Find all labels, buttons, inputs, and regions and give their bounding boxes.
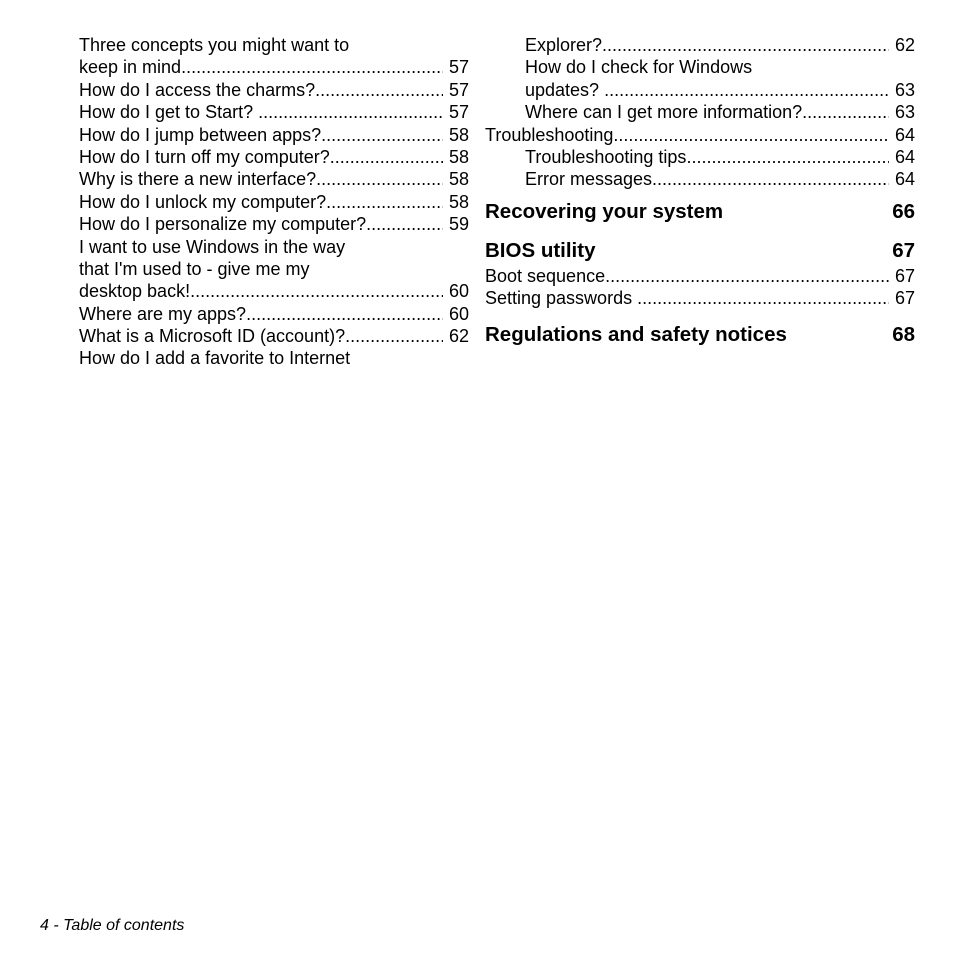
- toc-entry-access-charms[interactable]: How do I access the charms? ..... 57: [79, 79, 469, 101]
- toc-entry-keep-in-mind[interactable]: keep in mind ..... 57: [79, 56, 469, 78]
- toc-entry-windows-updates[interactable]: updates? ..... 63: [485, 79, 915, 101]
- toc-entry-setting-passwords[interactable]: Setting passwords ..... 67: [485, 287, 915, 309]
- page-number: 67: [894, 288, 915, 309]
- leader-dots: [613, 124, 889, 146]
- section-title: Regulations and safety notices: [485, 322, 787, 346]
- page-number: 68: [892, 322, 915, 346]
- toc-left-column: [79, 34, 469, 370]
- leader-dots: [330, 146, 443, 168]
- leader-dots: [637, 287, 889, 309]
- toc-entry-error-messages[interactable]: Error messages ..... 64: [485, 168, 915, 190]
- page-number: 64: [894, 169, 915, 190]
- leader-dots: [246, 303, 443, 325]
- toc-entry-explorer[interactable]: Explorer? ..... 62: [485, 34, 915, 56]
- page-number: 58: [448, 191, 469, 212]
- toc-section-regulations-safety[interactable]: [485, 323, 915, 347]
- page-number: 64: [894, 146, 915, 167]
- toc-line: that I'm used to - give me my: [79, 258, 310, 279]
- toc-right-column: [485, 34, 915, 347]
- toc-section-bios-utility[interactable]: [485, 239, 915, 263]
- toc-entry-personalize-computer[interactable]: How do I personalize my computer? ..... 59: [79, 213, 469, 235]
- page-number: 62: [894, 35, 915, 55]
- leader-dots: [345, 325, 443, 347]
- page-number: 57: [448, 79, 469, 100]
- section-title: Recovering your system: [485, 199, 724, 223]
- leader-dots: [181, 56, 443, 78]
- toc-entry-desktop-back[interactable]: desktop back! ..... 60: [79, 280, 469, 302]
- section-title: BIOS utility: [485, 238, 596, 262]
- page-number: 66: [892, 199, 915, 223]
- leader-dots: [605, 265, 889, 287]
- leader-dots: [321, 124, 443, 146]
- leader-dots: [802, 101, 889, 123]
- leader-dots: [686, 146, 889, 168]
- toc-entry-where-are-apps[interactable]: Where are my apps? ..... 60: [79, 303, 469, 325]
- leader-dots: [326, 191, 443, 213]
- page-number: 60: [448, 303, 469, 324]
- toc-entry-turn-off-computer[interactable]: How do I turn off my computer? ..... 58: [79, 146, 469, 168]
- page-number: 62: [448, 326, 469, 347]
- page-number: 59: [448, 214, 469, 235]
- page-number: 58: [448, 146, 469, 167]
- page-number: 63: [894, 102, 915, 123]
- toc-line: How do I check for Windows: [525, 57, 753, 78]
- leader-dots: [315, 79, 443, 101]
- toc-line: Three concepts you might want to: [79, 35, 350, 55]
- leader-dots: [258, 101, 443, 123]
- page-number: 58: [448, 124, 469, 145]
- toc-entry-get-to-start[interactable]: How do I get to Start? ..... 57: [79, 101, 469, 123]
- page-footer: 4 - Table of contents: [40, 917, 185, 934]
- leader-dots: [602, 34, 889, 56]
- toc-line: How do I add a favorite to Internet: [79, 348, 351, 369]
- toc-entry-more-information[interactable]: Where can I get more information? ..... 63: [485, 101, 915, 123]
- page-number: 64: [894, 124, 915, 145]
- leader-dots: [190, 280, 443, 302]
- page-number: 60: [448, 281, 469, 302]
- page-number: 58: [448, 169, 469, 190]
- leader-dots: [604, 79, 889, 101]
- toc-entry-troubleshooting[interactable]: Troubleshooting ..... 64: [485, 124, 915, 146]
- leader-dots: [652, 168, 889, 190]
- page-number: 57: [448, 102, 469, 123]
- leader-dots: [366, 213, 443, 235]
- page-number: 67: [892, 238, 915, 262]
- leader-dots: [316, 168, 443, 190]
- page-number: 67: [894, 265, 915, 286]
- page-number: 63: [894, 79, 915, 100]
- toc-entry-unlock-computer[interactable]: How do I unlock my computer? ..... 58: [79, 191, 469, 213]
- toc-entry-boot-sequence[interactable]: Boot sequence ..... 67: [485, 265, 915, 287]
- toc-entry-microsoft-id[interactable]: What is a Microsoft ID (account)? ..... 62: [79, 325, 469, 347]
- page-number: 57: [448, 57, 469, 78]
- toc-line: I want to use Windows in the way: [79, 236, 346, 257]
- toc-section-recovering-system[interactable]: [485, 200, 915, 224]
- toc-entry-troubleshooting-tips[interactable]: Troubleshooting tips ..... 64: [485, 146, 915, 168]
- toc-entry-new-interface[interactable]: Why is there a new interface? ..... 58: [79, 168, 469, 190]
- toc-entry-jump-between-apps[interactable]: How do I jump between apps? ..... 58: [79, 124, 469, 146]
